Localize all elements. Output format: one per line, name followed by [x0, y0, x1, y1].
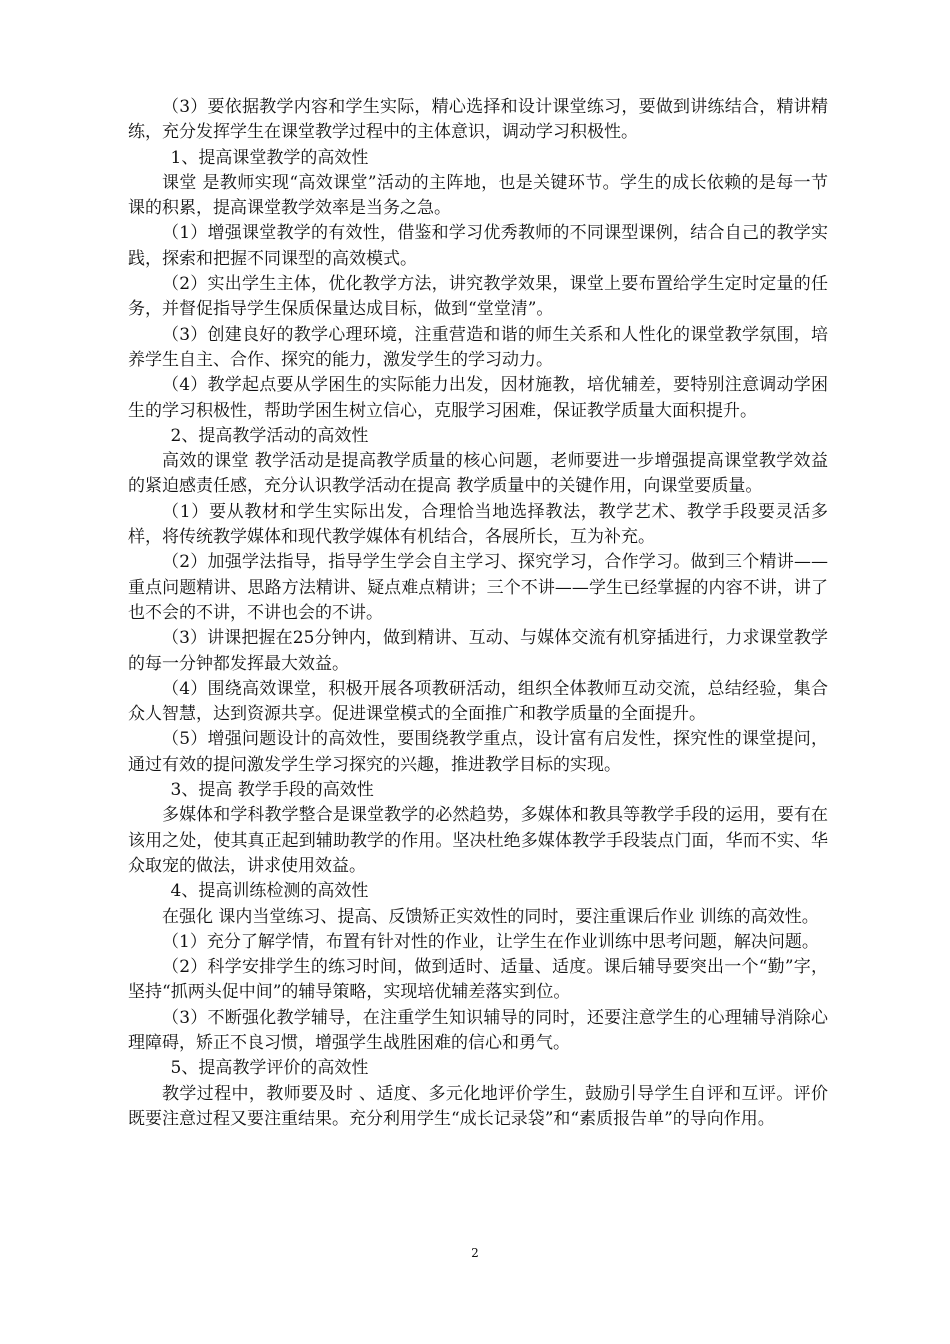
- page-number: 2: [471, 1246, 479, 1260]
- paragraph: 课堂 是教师实现“高效课堂”活动的主阵地，也是关键环节。学生的成长依赖的是每一节课的积累，提高课堂教学效率是当务之急。: [128, 172, 828, 219]
- paragraph: （3）要依据教学内容和学生实际，精心选择和设计课堂练习，要做到讲练结合，精讲精练，充分发挥学生在课堂教学过程中的主体意识，调动学习积极性。: [128, 97, 828, 143]
- section-heading: 5、提高教学评价的高效性: [170, 1058, 369, 1079]
- section-heading: 1、提高课堂教学的高效性: [170, 147, 369, 168]
- section-heading: 3、提高 教学手段的高效性: [170, 780, 374, 801]
- paragraph: （2）加强学法指导，指导学生学会自主学习、探究学习，合作学习。做到三个精讲——重点问题精讲、思路方法精讲、疑点难点精讲；三个不讲——学生已经掌握的内容不讲，讲了也不会的不讲，不讲也会的不讲。: [128, 552, 828, 623]
- paragraph: （5）增强问题设计的高效性，要围绕教学重点，设计富有启发性，探究性的课堂提问，通过有效的提问激发学生学习探究的兴趣，推进教学目标的实现。: [128, 729, 828, 775]
- paragraph: （3）不断强化教学辅导，在注重学生知识辅导的同时，还要注意学生的心理辅导消除心理障碍，矫正不良习惯，增强学生战胜困难的信心和勇气。: [128, 1007, 828, 1053]
- paragraph: 高效的课堂 教学活动是提高教学质量的核心问题，老师要进一步增强提高课堂教学效益的紧迫感责任感，充分认识教学活动在提高 教学质量中的关键作用，向课堂要质量。: [128, 451, 828, 497]
- paragraph: 在强化 课内当堂练习、提高、反馈矫正实效性的同时，要注重课后作业 训练的高效性。: [162, 906, 819, 927]
- paragraph: 多媒体和学科教学整合是课堂教学的必然趋势，多媒体和教具等教学手段的运用，要有在该用之处，使其真正起到辅助教学的作用。坚决杜绝多媒体教学手段装点门面，华而不实、华众取宠的做法，讲求使用效益。: [128, 805, 828, 876]
- paragraph: （3）讲课把握在25分钟内，做到精讲、互动、与媒体交流有机穿插进行，力求课堂教学的每一分钟都发挥最大效益。: [128, 628, 828, 674]
- paragraph: （1）要从教材和学生实际出发，合理恰当地选择教法，教学艺术、教学手段要灵活多样，将传统教学媒体和现代教学媒体有机结合，各展所长，互为补充。: [128, 501, 828, 548]
- section-heading: 4、提高训练检测的高效性: [170, 881, 369, 902]
- paragraph: （4）围绕高效课堂，积极开展各项教研活动，组织全体教师互动交流，总结经验，集合众人智慧，达到资源共享。促进课堂模式的全面推广和教学质量的全面提升。: [128, 678, 828, 725]
- section-heading: 2、提高教学活动的高效性: [170, 425, 369, 446]
- paragraph: （2）科学安排学生的练习时间，做到适时、适量、适度。课后辅导要突出一个“勤”字，坚持“抓两头促中间”的辅导策略，实现培优辅差落实到位。: [128, 957, 828, 1003]
- paragraph: （1）充分了解学情，布置有针对性的作业，让学生在作业训练中思考问题，解决问题。: [162, 931, 819, 952]
- paragraph: （1）增强课堂教学的有效性，借鉴和学习优秀教师的不同课型课例，结合自己的教学实践，探索和把握不同课型的高效模式。: [128, 223, 828, 269]
- paragraph: （4）教学起点要从学困生的实际能力出发，因材施教，培优辅差，要特别注意调动学困生的学习积极性，帮助学困生树立信心，克服学习困难，保证教学质量大面积提升。: [128, 375, 828, 421]
- paragraph: 教学过程中，教师要及时 、适度、多元化地评价学生，鼓励引导学生自评和互评。评价既要注意过程又要注重结果。充分利用学生“成长记录袋”和“素质报告单”的导向作用。: [128, 1083, 828, 1129]
- paragraph: （3）创建良好的教学心理环境，注重营造和谐的师生关系和人性化的课堂教学氛围，培养学生自主、合作、探究的能力，激发学生的学习动力。: [128, 324, 828, 370]
- document-body: [128, 95, 828, 1132]
- paragraph: （2）实出学生主体，优化教学方法，讲究教学效果，课堂上要布置给学生定时定量的任务，并督促指导学生保质保量达成目标，做到“堂堂清”。: [128, 274, 828, 320]
